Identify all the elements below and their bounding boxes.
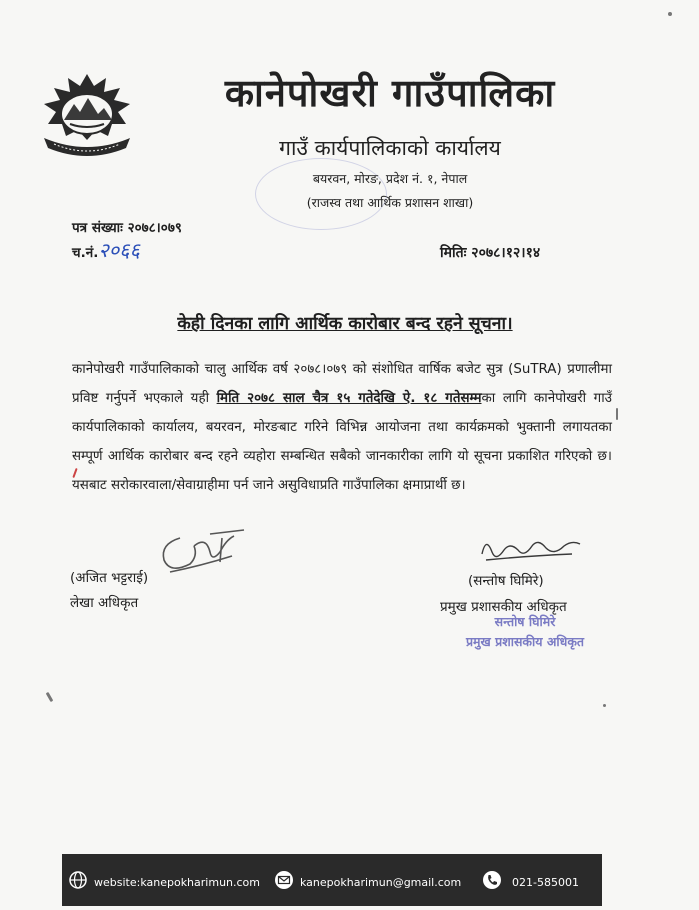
body-highlight-dates: मिति २०७८ साल चैत्र १५ गतेदेखि ऐ. १८ गतेसम्म xyxy=(216,391,482,406)
letter-number: पत्र संख्याः २०७८।०७९ xyxy=(72,220,182,236)
right-signatory-name: (सन्तोष घिमिरे) xyxy=(468,573,544,589)
right-signatory-title: प्रमुख प्रशासकीय अधिकृत xyxy=(440,599,567,615)
office-subtitle: गाउँ कार्यपालिकाको कार्यालय xyxy=(279,136,501,160)
dispatch-number: २०६६ xyxy=(98,238,140,262)
emblem-icon xyxy=(34,70,140,162)
body-text-2: का लागि कानेपोखरी गाउँ कार्यपालिकाको कार्यालय, बयरवन, मोरङबाट गरिने विभिन्न आयोजना तथा कार्यक्रमको भुक्तानी लगायतका सम्पूर्ण आर्थिक कारोबार बन्द रहने व्यहोरा सम्बन्धित सबैको जानकारीका लागि यो सूचना प्रकाशित गरिएको छ। यसबाट सरोकारवाला/सेवाग्राहीमा पर्न जाने असुविधाप्रति गाउँपालिका क्षमाप्रार्थी छ। xyxy=(72,391,612,493)
footer-email: kanepokharimun@gmail.com xyxy=(300,876,462,889)
branch-name: (राजस्व तथा आर्थिक प्रशासन शाखा) xyxy=(306,195,474,210)
scan-speck xyxy=(668,12,672,16)
left-signature xyxy=(150,516,250,576)
scan-speck xyxy=(616,408,618,420)
office-address: बयरवन, मोरङ, प्रदेश नं. १, नेपाल xyxy=(312,171,468,186)
organization-title: कानेपोखरी गाउँपालिका xyxy=(224,71,556,115)
footer-website: website:kanepokharimun.com xyxy=(94,876,260,889)
footer-phone: 021-585001 xyxy=(512,876,579,889)
phone-icon xyxy=(482,870,502,890)
mail-icon xyxy=(274,870,294,890)
left-signatory-name: (अजित भट्टराई) xyxy=(70,570,149,586)
notice-subject: केही दिनका लागि आर्थिक कारोबार बन्द रहने सूचना। xyxy=(177,314,513,334)
body-text-1: कानेपोखरी गाउँपालिकाको चालु आर्थिक वर्ष २०७८।०७९ को संशोधित वार्षिक बजेट सुत्र (SuTRA) प्रणालीमा प्रविष्ट गर्नुपर्ने भएकाले यही xyxy=(72,362,612,406)
stamp-title: प्रमुख प्रशासकीय अधिकृत xyxy=(465,634,585,649)
official-stamp xyxy=(440,612,610,652)
dispatch-prefix: च.नं. xyxy=(72,245,99,261)
stamp-name: सन्तोष घिमिरे xyxy=(494,614,556,629)
dispatch-number-line xyxy=(72,236,140,263)
globe-icon xyxy=(68,870,88,890)
right-signature xyxy=(476,528,586,568)
left-signatory-title: लेखा अधिकृत xyxy=(70,595,139,611)
letter-date: मितिः २०७८।१२।१४ xyxy=(440,245,541,261)
scan-speck xyxy=(46,692,54,702)
notice-body xyxy=(72,355,612,500)
scan-speck xyxy=(603,704,606,707)
